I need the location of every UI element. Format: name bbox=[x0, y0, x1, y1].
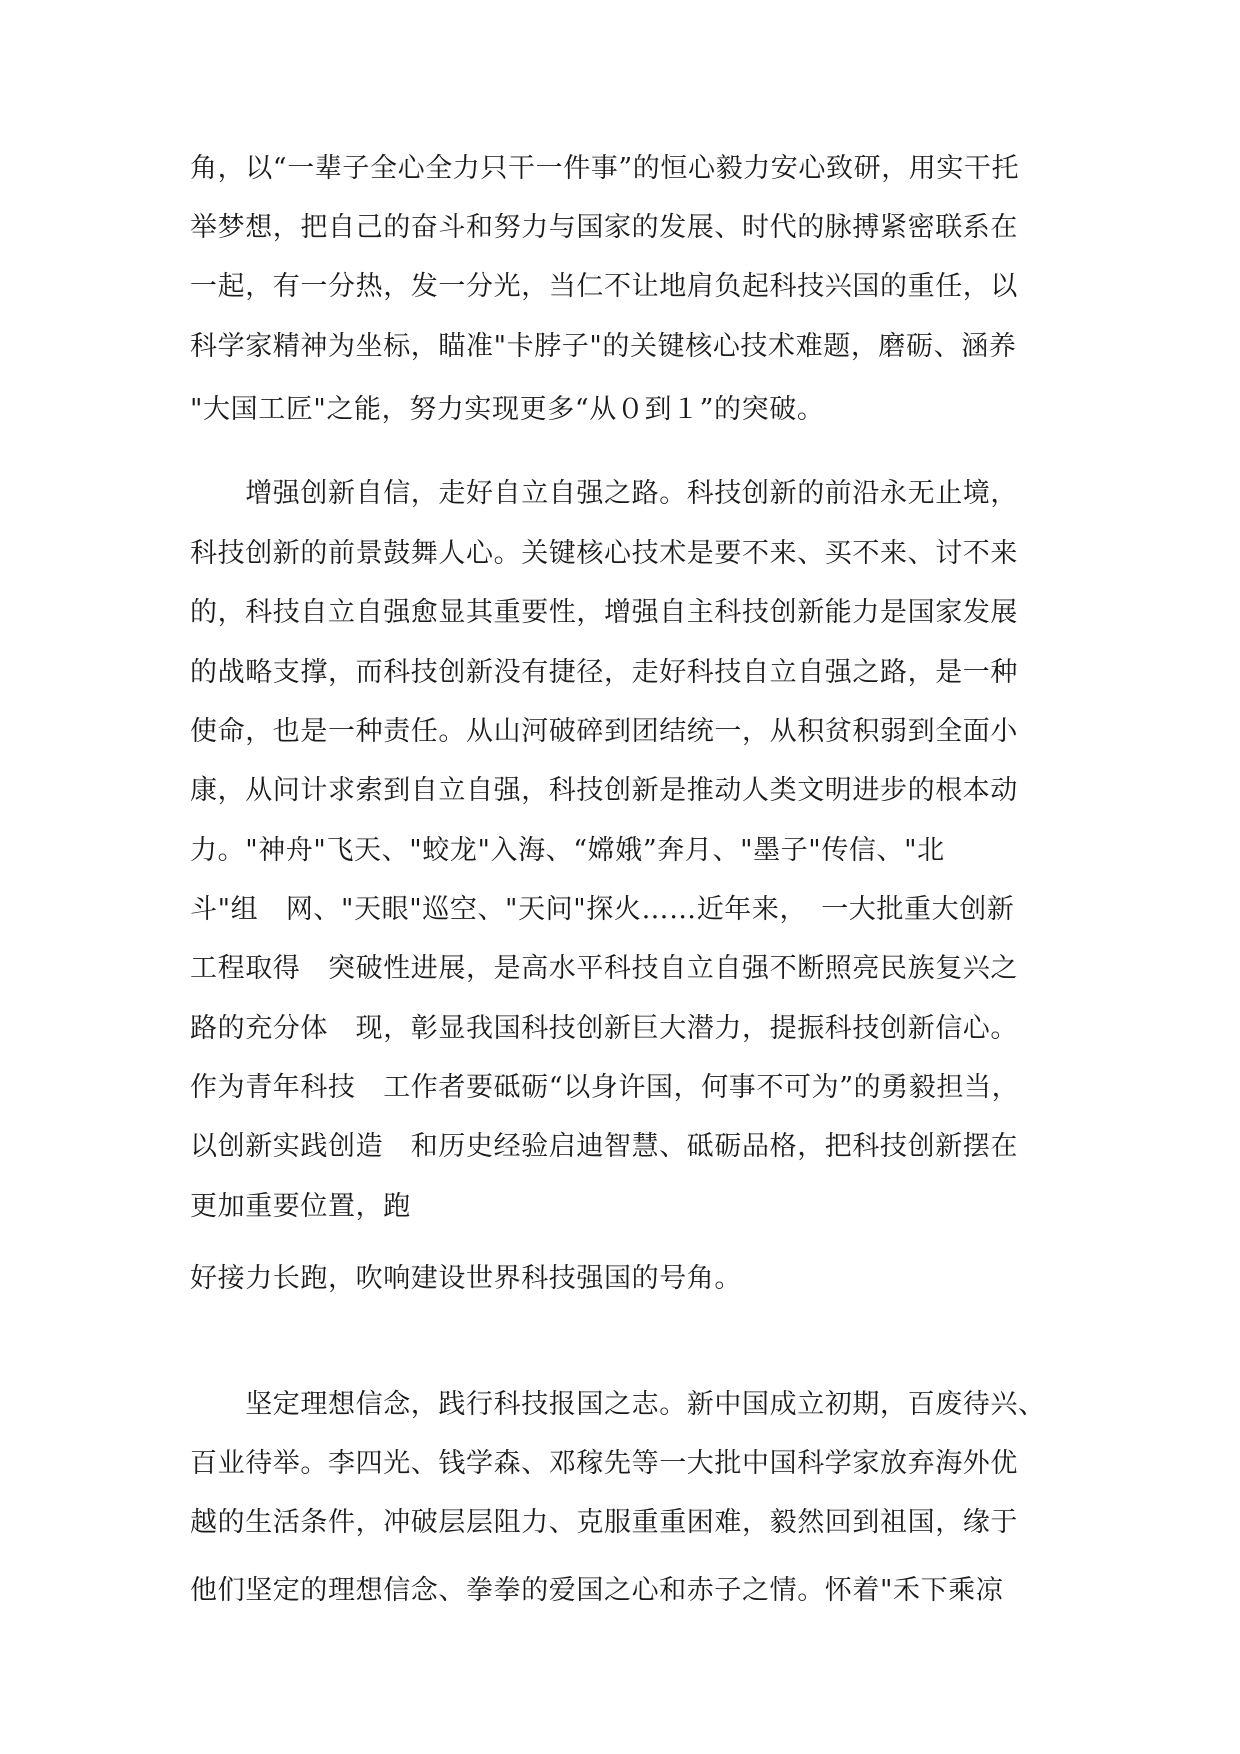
text-line: 的战略支撑，而科技创新没有捷径，走好科技自立自强之路，是一种 bbox=[190, 657, 1018, 688]
text-line: 路的充分体 现，彰显我国科技创新巨大潜力，提振科技创新信心。 bbox=[190, 1013, 1018, 1044]
text-line: 好接力长跑，吹响建设世界科技强国的号角。 bbox=[190, 1263, 742, 1294]
text-line: 科学家精神为坐标，瞄准"卡脖子"的关键核心技术难题，磨砺、涵养 bbox=[190, 331, 1017, 362]
text-line: 力。"神舟"飞天、"蛟龙"入海、“嫦娥”奔月、"墨子"传信、"北 bbox=[190, 835, 945, 866]
paragraph-first-line: 坚定理想信念，践行科技报国之志。新中国成立初期，百废待兴、 bbox=[190, 1389, 1046, 1420]
text-line: 越的生活条件，冲破层层阻力、克服重重困难，毅然回到祖国，缘于 bbox=[190, 1507, 1018, 1538]
text-line: 的，科技自立自强愈显其重要性，增强自主科技创新能力是国家发展 bbox=[190, 597, 1018, 628]
text-line: 百业待举。李四光、钱学森、邓稼先等一大批中国科学家放弃海外优 bbox=[190, 1448, 1018, 1479]
text-line: 使命，也是一种责任。从山河破碎到团结统一，从积贫积弱到全面小 bbox=[190, 716, 1018, 747]
text-line: "大国工匠"之能，努力实现更多“从０到１”的突破。 bbox=[190, 394, 825, 425]
text-line: 更加重要位置，跑 bbox=[190, 1191, 411, 1222]
text-line: 举梦想，把自己的奋斗和努力与国家的发展、时代的脉搏紧密联系在 bbox=[190, 212, 1018, 243]
text-line: 他们坚定的理想信念、拳拳的爱国之心和赤子之情。怀着"禾下乘凉 bbox=[190, 1575, 1004, 1606]
text-line: 一起，有一分热，发一分光，当仁不让地肩负起科技兴国的重任，以 bbox=[190, 271, 1018, 302]
text-line: 以创新实践创造 和历史经验启迪智慧、砥砺品格，把科技创新摆在 bbox=[190, 1131, 1018, 1162]
text-line: 角，以“一辈子全心全力只干一件事”的恒心毅力安心致研，用实干托 bbox=[190, 153, 1020, 184]
text-line: 斗"组 网、"天眼"巡空、"天问"探火……近年来， 一大批重大创新 bbox=[190, 894, 1015, 925]
text-line: 康，从问计求索到自立自强，科技创新是推动人类文明进步的根本动 bbox=[190, 775, 1018, 806]
paragraph-first-line: 增强创新自信，走好自立自强之路。科技创新的前沿永无止境， bbox=[190, 478, 1018, 509]
text-line: 作为青年科技 工作者要砥砺“以身许国，何事不可为”的勇毅担当， bbox=[190, 1072, 1020, 1103]
text-line: 工程取得 突破性进展，是高水平科技自立自强不断照亮民族复兴之 bbox=[190, 953, 1018, 984]
text-line: 科技创新的前景鼓舞人心。关键核心技术是要不来、买不来、讨不来 bbox=[190, 538, 1018, 569]
